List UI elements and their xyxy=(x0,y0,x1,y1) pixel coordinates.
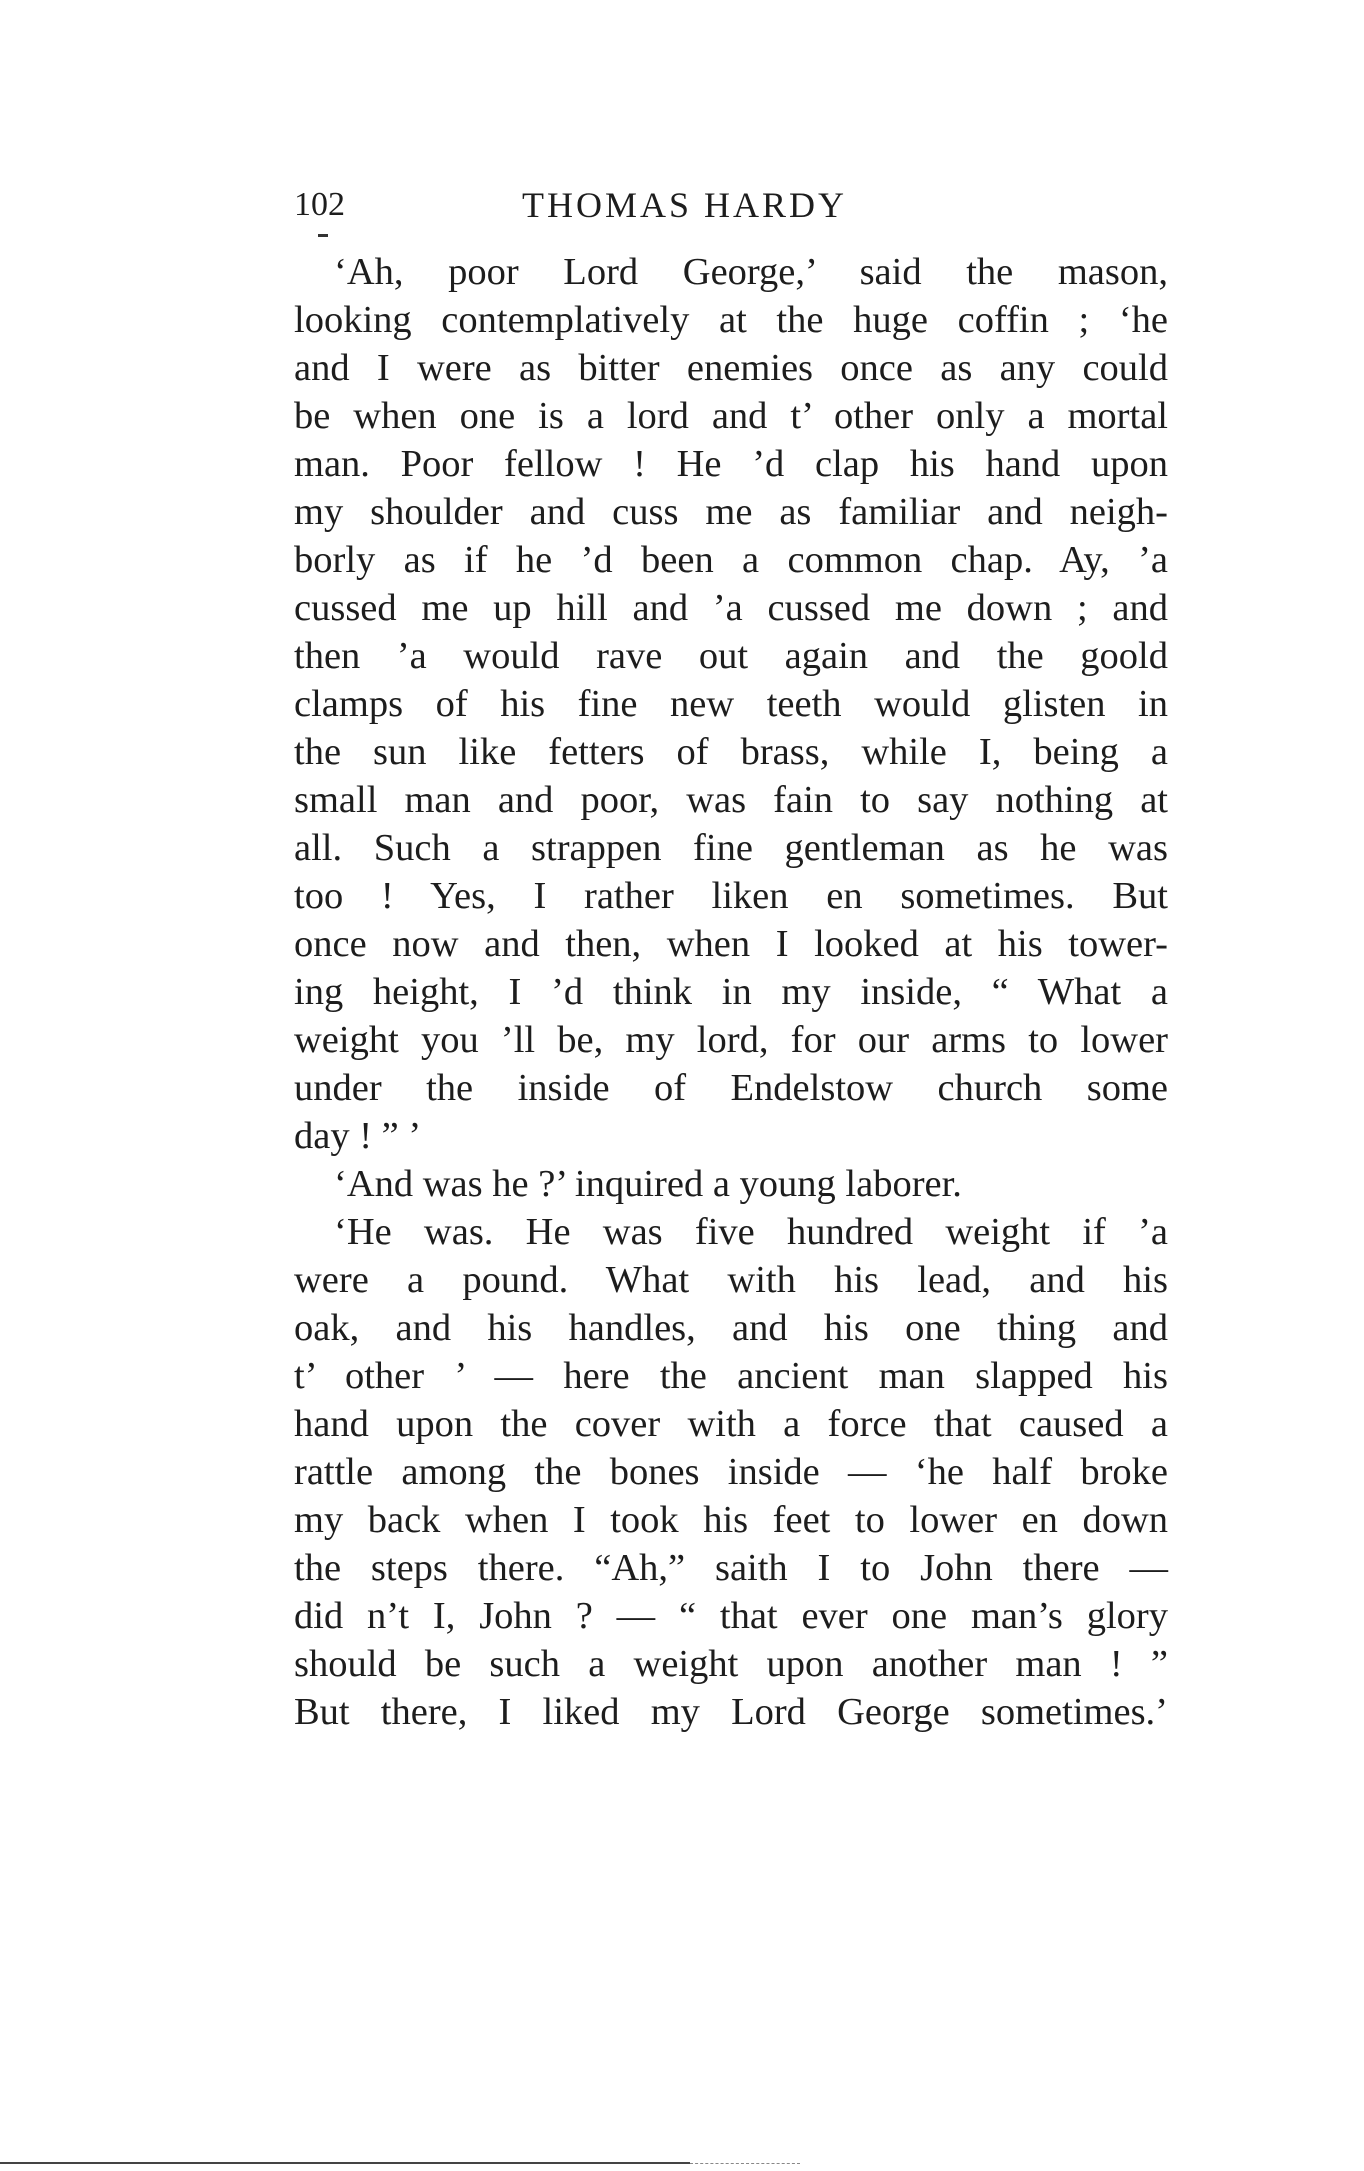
text-line: the steps there. “Ah,” saith I to John there — xyxy=(294,1547,1168,1589)
text-line: borly as if he ’d been a common chap. Ay, ’a xyxy=(294,539,1168,581)
text-line: too ! Yes, I rather liken en sometimes. But xyxy=(294,875,1168,917)
text-line: day ! ” ’ xyxy=(294,1115,422,1157)
text-line: be when one is a lord and t’ other only a mortal xyxy=(294,395,1168,437)
text-line: man. Poor fellow ! He ’d clap his hand upon xyxy=(294,443,1168,485)
text-line: rattle among the bones inside — ‘he half broke xyxy=(294,1451,1168,1493)
text-line: weight you ’ll be, my lord, for our arms to lower xyxy=(294,1019,1168,1061)
text-line: ‘He was. He was five hundred weight if ’a xyxy=(334,1211,1168,1253)
page-number-mark xyxy=(318,234,328,237)
running-title: THOMAS HARDY xyxy=(522,185,848,225)
text-line: did n’t I, John ? — “ that ever one man’s glory xyxy=(294,1595,1168,1637)
text-line: were a pound. What with his lead, and his xyxy=(294,1259,1168,1301)
text-line: then ’a would rave out again and the goold xyxy=(294,635,1168,677)
text-line: t’ other ’ — here the ancient man slapped his xyxy=(294,1355,1168,1397)
page-number: 102 xyxy=(294,186,345,223)
text-line: clamps of his fine new teeth would glisten in xyxy=(294,683,1168,725)
text-line: But there, I liked my Lord George sometimes.’ xyxy=(294,1691,1168,1733)
text-line: cussed me up hill and ’a cussed me down ; and xyxy=(294,587,1168,629)
text-line: the sun like fetters of brass, while I, being a xyxy=(294,731,1168,773)
text-line: my back when I took his feet to lower en down xyxy=(294,1499,1168,1541)
body-text xyxy=(294,248,1168,1736)
text-line: ing height, I ’d think in my inside, “ What a xyxy=(294,971,1168,1013)
running-head xyxy=(294,180,1168,230)
text-line: looking contemplatively at the huge coffin ; ‘he xyxy=(294,299,1168,341)
text-line: ‘Ah, poor Lord George,’ said the mason, xyxy=(334,251,1168,293)
text-line: ‘And was he ?’ inquired a young laborer. xyxy=(334,1163,962,1205)
text-line: under the inside of Endelstow church some xyxy=(294,1067,1168,1109)
text-line: hand upon the cover with a force that caused a xyxy=(294,1403,1168,1445)
text-line: all. Such a strappen fine gentleman as he was xyxy=(294,827,1168,869)
bottom-rule-dashed xyxy=(690,2163,800,2164)
text-line: once now and then, when I looked at his tower- xyxy=(294,923,1168,965)
text-line: and I were as bitter enemies once as any could xyxy=(294,347,1168,389)
text-line: small man and poor, was fain to say nothing at xyxy=(294,779,1168,821)
bottom-rule xyxy=(0,2162,690,2164)
text-line: oak, and his handles, and his one thing and xyxy=(294,1307,1168,1349)
text-line: my shoulder and cuss me as familiar and neigh- xyxy=(294,491,1168,533)
text-line: should be such a weight upon another man ! ” xyxy=(294,1643,1168,1685)
